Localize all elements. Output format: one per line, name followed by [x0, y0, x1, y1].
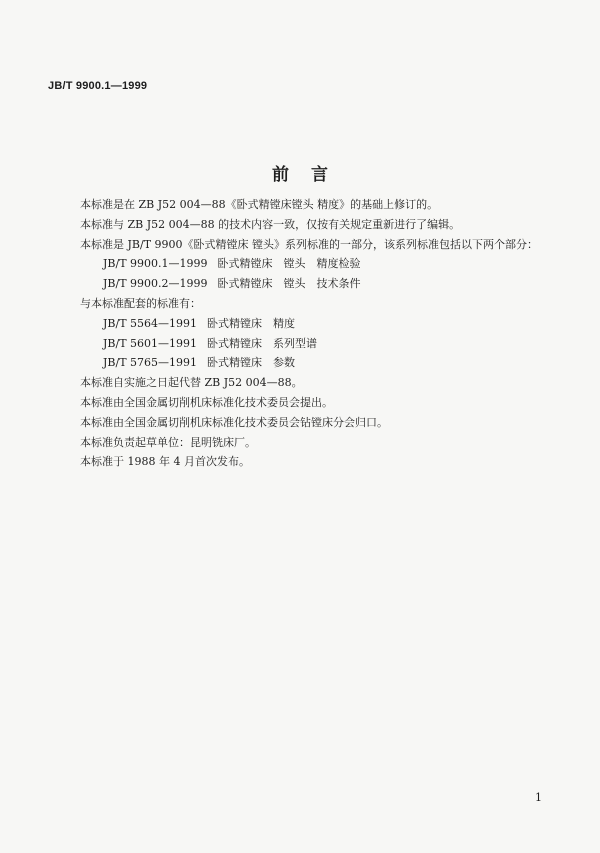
paragraph: 本标准由全国金属切削机床标准化技术委员会钻镗床分会归口。 [80, 415, 388, 429]
paragraph: 本标准自实施之日起代替 ZB J52 004—88。 [80, 376, 303, 390]
standard-code: JB/T 5601—1991 [103, 336, 198, 350]
page-title: 前言 [272, 165, 350, 185]
standard-code: JB/T 9900.2—1999 [103, 277, 208, 291]
related-standard-item [80, 353, 560, 373]
paragraph: 本标准由全国金属切削机床标准化技术委员会提出。 [80, 395, 333, 409]
paragraph: 本标准是 JB/T 9900《卧式精镗床 镗头》系列标准的一部分，该系列标准包括以下两个部分： [80, 237, 539, 251]
standard-name: 卧式精镗床 精度 [207, 316, 296, 330]
related-standard-item [80, 334, 560, 354]
standard-code: JB/T 5564—1991 [103, 316, 198, 330]
paragraph: 本标准负责起草单位：昆明铣床厂。 [80, 435, 256, 449]
standard-code: JB/T 5765—1991 [103, 356, 198, 370]
standard-code: JB/T 9900.1—1999 [103, 257, 208, 271]
paragraph: 本标准是在 ZB J52 004—88《卧式精镗床镗头 精度》的基础上修订的。 [80, 198, 439, 211]
paragraph: 本标准于 1988 年 4 月首次发布。 [80, 455, 250, 469]
related-standards-intro: 与本标准配套的标准有： [80, 296, 201, 310]
series-part-item [80, 254, 560, 274]
document-code: JB/T 9900.1—1999 [48, 80, 148, 92]
standard-name: 卧式精镗床 参数 [207, 356, 296, 370]
foreword-body [80, 195, 560, 472]
page-number: 1 [535, 791, 542, 804]
standard-name: 卧式精镗床 镗头 技术条件 [217, 277, 361, 291]
related-standard-item [80, 314, 560, 334]
series-part-item [80, 274, 560, 294]
standard-name: 卧式精镗床 镗头 精度检验 [217, 257, 361, 271]
standard-name: 卧式精镗床 系列型谱 [207, 336, 318, 350]
paragraph: 本标准与 ZB J52 004—88 的技术内容一致，仅按有关规定重新进行了编辑。 [80, 217, 461, 231]
